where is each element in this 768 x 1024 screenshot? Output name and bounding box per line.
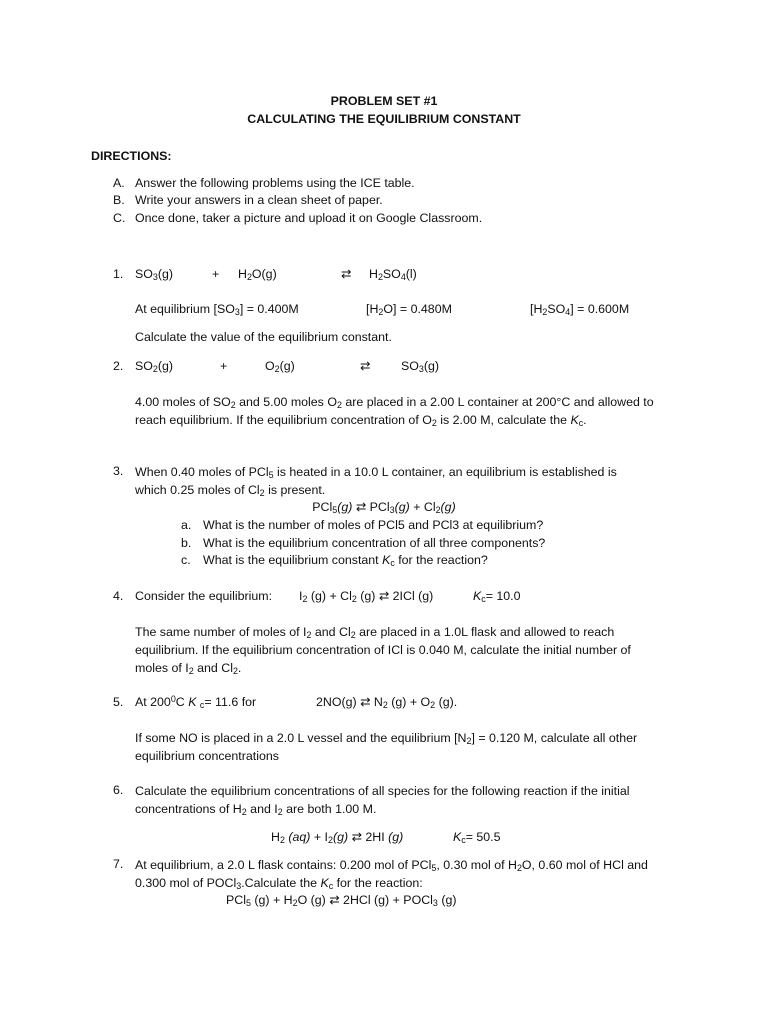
page-subtitle: CALCULATING THE EQUILIBRIUM CONSTANT <box>247 112 521 126</box>
plus-sign: + <box>212 267 220 281</box>
list-marker: b. <box>181 536 192 550</box>
chem-equation: PCl$_5$ $(g) + H_2O$ (g) ⇄ 2HCl (g) + POCl$_3$ (g) <box>226 893 457 909</box>
chem-formula: $SO_3(g)$ <box>401 359 440 375</box>
chem-equation: 2NO(g) ⇄ $N_2$ $(g) + O_2$ (g). <box>316 695 458 711</box>
problem-text: The same number of moles of $I_2$ and $Cl_2$ are placed in a 1.0L flask and allowed to reach equilibrium. If the equilibrium concentration of ICl is 0.040 M, calculate the initial number of moles of $I_2$ and $Cl_2$. <box>135 625 631 677</box>
problem-number: 3. <box>113 464 124 478</box>
problem-question: Calculate the value of the equilibrium constant. <box>135 330 392 344</box>
chem-formula: $SO_3(g)$ <box>135 267 174 283</box>
list-marker: c. <box>181 553 191 567</box>
problem-number: 2. <box>113 359 124 373</box>
given-so3: At equilibrium $[SO_3] = 0.400M$ <box>135 302 299 318</box>
problem-text: When 0.40 moles of PCl$_5$ is heated in a 10.0 L container, an equilibrium is established is which 0.25 moles of $Cl_2$ is present. <box>135 465 617 499</box>
problem-lead: At $200^0C$ K $_c$= 11.6 for <box>135 693 257 711</box>
sub-question: What is the number of moles of PCl5 and PCl3 at equilibrium? <box>203 518 544 532</box>
chem-equation: PCl$_5$(g) ⇄ $PCl_3(g) + Cl_2(g)$ <box>312 500 456 516</box>
plus-sign: + <box>220 359 228 373</box>
problem-text: At equilibrium, a 2.0 L flask contains: 0.200 mol of PCl$_5$, 0.30 mol of $H_2O$, 0.60 mol of HCl and 0.300 mol of POCl$_3$.Calculate the $K_c$ for the reaction: <box>135 858 648 892</box>
chem-equation: $I_2$ $(g) + Cl_2$ (g) ⇄ 2ICl (g) <box>299 589 434 605</box>
problem-number: 1. <box>113 267 124 281</box>
kc-value: $K_c= 10.0$ <box>473 589 521 605</box>
list-marker: A. <box>113 176 125 190</box>
chem-formula: $SO_2(g)$ <box>135 359 174 375</box>
equilibrium-arrow: ⇄ <box>341 267 352 281</box>
problem-text: 4.00 moles of $SO_2$ and 5.00 moles $O_2$ are placed in a 2.00 L container at 200°C and allowed to reach equilibrium. If the equilibrium concentration of $O_2$ is 2.00 M, calculate the $K_c$. <box>135 395 654 429</box>
sub-question: What is the equilibrium constant $K_c$ for the reaction? <box>203 553 488 569</box>
direction-item: Once done, taker a picture and upload it on Google Classroom. <box>135 211 483 225</box>
chem-equation: $H_2$ $(aq) + I_2(g)$ ⇄ 2HI (g) <box>271 830 404 846</box>
kc-value: $K_c= 50.5$ <box>453 830 501 846</box>
chem-formula: $O_2(g)$ <box>265 359 295 375</box>
given-h2so4: $[H_2SO_4] = 0.600M$ <box>530 302 630 318</box>
directions-heading: DIRECTIONS: <box>91 149 172 163</box>
problem-number: 7. <box>113 857 124 871</box>
problem-text: Calculate the equilibrium concentrations of all species for the following reaction if the initial concentrations of $H_2$ and $I_2$ are both 1.00 M. <box>135 784 630 818</box>
problem-lead: Consider the equilibrium: <box>135 589 273 603</box>
chem-formula: $H_2SO_4(l)$ <box>369 267 417 283</box>
list-marker: a. <box>181 518 192 532</box>
problem-number: 5. <box>113 695 124 709</box>
equilibrium-arrow: ⇄ <box>360 359 371 373</box>
chem-formula: $H_2O(g)$ <box>238 267 277 283</box>
problem-number: 6. <box>113 783 124 797</box>
sub-question: What is the equilibrium concentration of all three components? <box>203 536 546 550</box>
list-marker: C. <box>113 211 126 225</box>
problem-number: 4. <box>113 589 124 603</box>
list-marker: B. <box>113 193 125 207</box>
direction-item: Answer the following problems using the ICE table. <box>135 176 415 190</box>
problem-text: If some NO is placed in a 2.0 L vessel and the equilibrium $[N_2] = 0.120$ M, calculate all other equilibrium concentrations <box>135 731 638 763</box>
page-title: PROBLEM SET #1 <box>330 94 438 108</box>
given-h2o: $[H_2O] = 0.480M$ <box>366 302 452 318</box>
direction-item: Write your answers in a clean sheet of paper. <box>135 193 383 207</box>
